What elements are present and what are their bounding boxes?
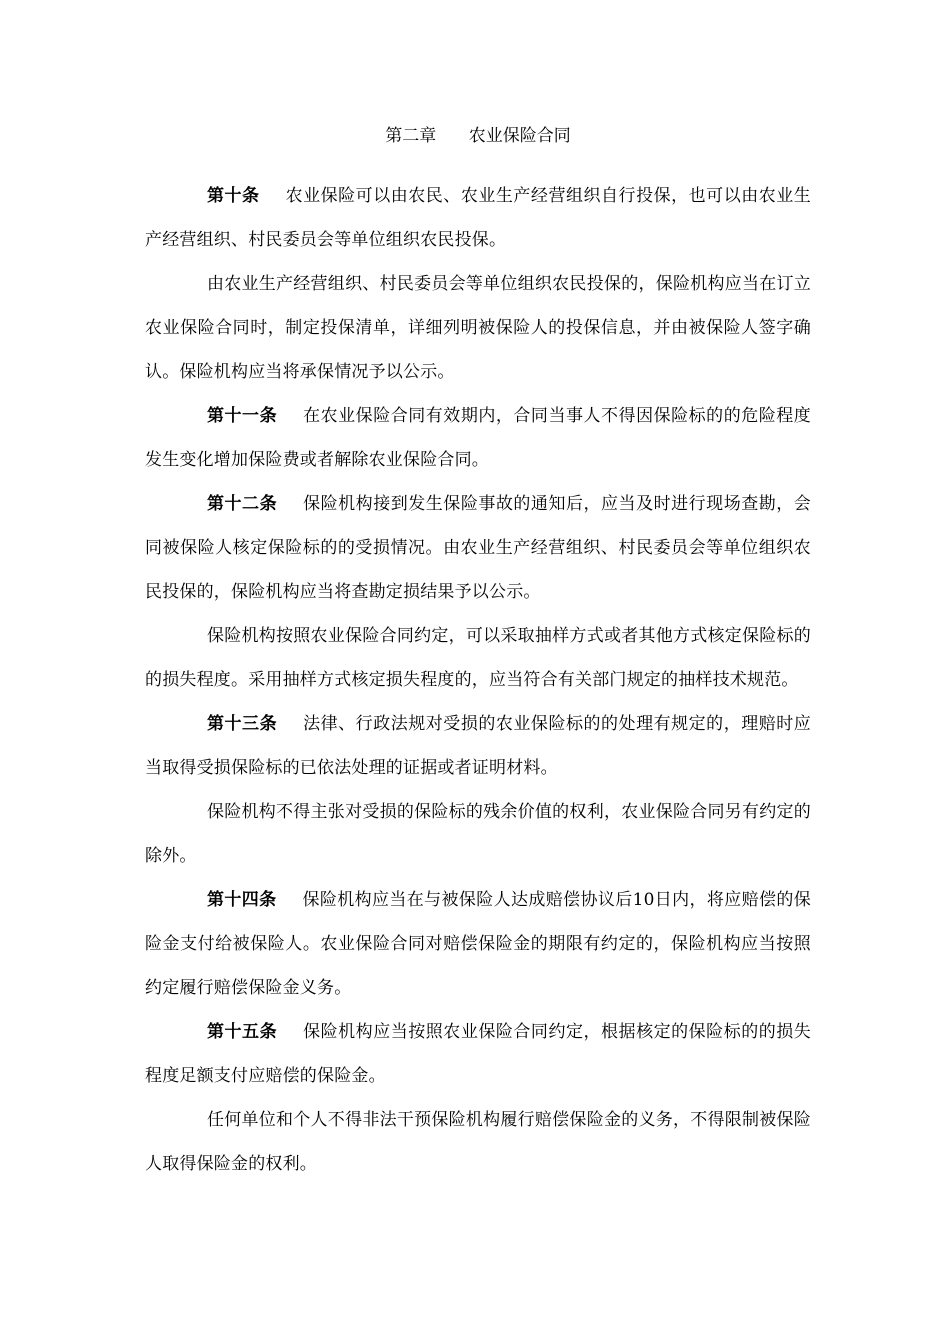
article-15-para-2 bbox=[145, 1098, 811, 1186]
article-label: 第十三条 bbox=[207, 714, 278, 734]
chapter-title: 第二章 农业保险合同 bbox=[385, 126, 571, 146]
article-text: 在农业保险合同有效期内，合同当事人不得因保险标的的危险程度发生变化增加保险费或者解除农业保险合同。 bbox=[145, 406, 811, 470]
article-label: 第十五条 bbox=[207, 1022, 278, 1042]
article-text: 保险机构应当按照农业保险合同约定，根据核定的保险标的的损失程度足额支付应赔偿的保险金。 bbox=[145, 1022, 811, 1086]
article-label: 第十条 bbox=[207, 186, 260, 206]
article-label: 第十一条 bbox=[207, 406, 278, 426]
article-text: 农业保险可以由农民、农业生产经营组织自行投保，也可以由农业生产经营组织、村民委员会等单位组织农民投保。 bbox=[145, 186, 811, 250]
article-13-para-2 bbox=[145, 790, 811, 878]
article-14 bbox=[145, 878, 811, 1010]
article-12-para-2 bbox=[145, 614, 811, 702]
article-text: 保险机构接到发生保险事故的通知后，应当及时进行现场查勘，会同被保险人核定保险标的的受损情况。由农业生产经营组织、村民委员会等单位组织农民投保的，保险机构应当将查勘定损结果予以公示。 bbox=[145, 494, 811, 602]
article-text: 法律、行政法规对受损的农业保险标的的处理有规定的，理赔时应当取得受损保险标的已依法处理的证据或者证明材料。 bbox=[145, 714, 811, 778]
article-text: 保险机构应当在与被保险人达成赔偿协议后10日内，将应赔偿的保险金支付给被保险人。农业保险合同对赔偿保险金的期限有约定的，保险机构应当按照约定履行赔偿保险金义务。 bbox=[145, 890, 811, 998]
document-content bbox=[145, 114, 811, 1186]
article-12 bbox=[145, 482, 811, 614]
article-10-para-2 bbox=[145, 262, 811, 394]
article-13 bbox=[145, 702, 811, 790]
article-11 bbox=[145, 394, 811, 482]
article-text: 任何单位和个人不得非法干预保险机构履行赔偿保险金的义务，不得限制被保险人取得保险金的权利。 bbox=[145, 1110, 811, 1174]
article-text: 保险机构按照农业保险合同约定，可以采取抽样方式或者其他方式核定保险标的的损失程度。采用抽样方式核定损失程度的，应当符合有关部门规定的抽样技术规范。 bbox=[145, 626, 811, 690]
article-text: 保险机构不得主张对受损的保险标的残余价值的权利，农业保险合同另有约定的除外。 bbox=[145, 802, 811, 866]
article-10 bbox=[145, 174, 811, 262]
article-text: 由农业生产经营组织、村民委员会等单位组织农民投保的，保险机构应当在订立农业保险合同时，制定投保清单，详细列明被保险人的投保信息，并由被保险人签字确认。保险机构应当将承保情况予以公示。 bbox=[145, 274, 811, 382]
article-label: 第十二条 bbox=[207, 494, 278, 514]
article-15 bbox=[145, 1010, 811, 1098]
article-label: 第十四条 bbox=[207, 890, 277, 910]
